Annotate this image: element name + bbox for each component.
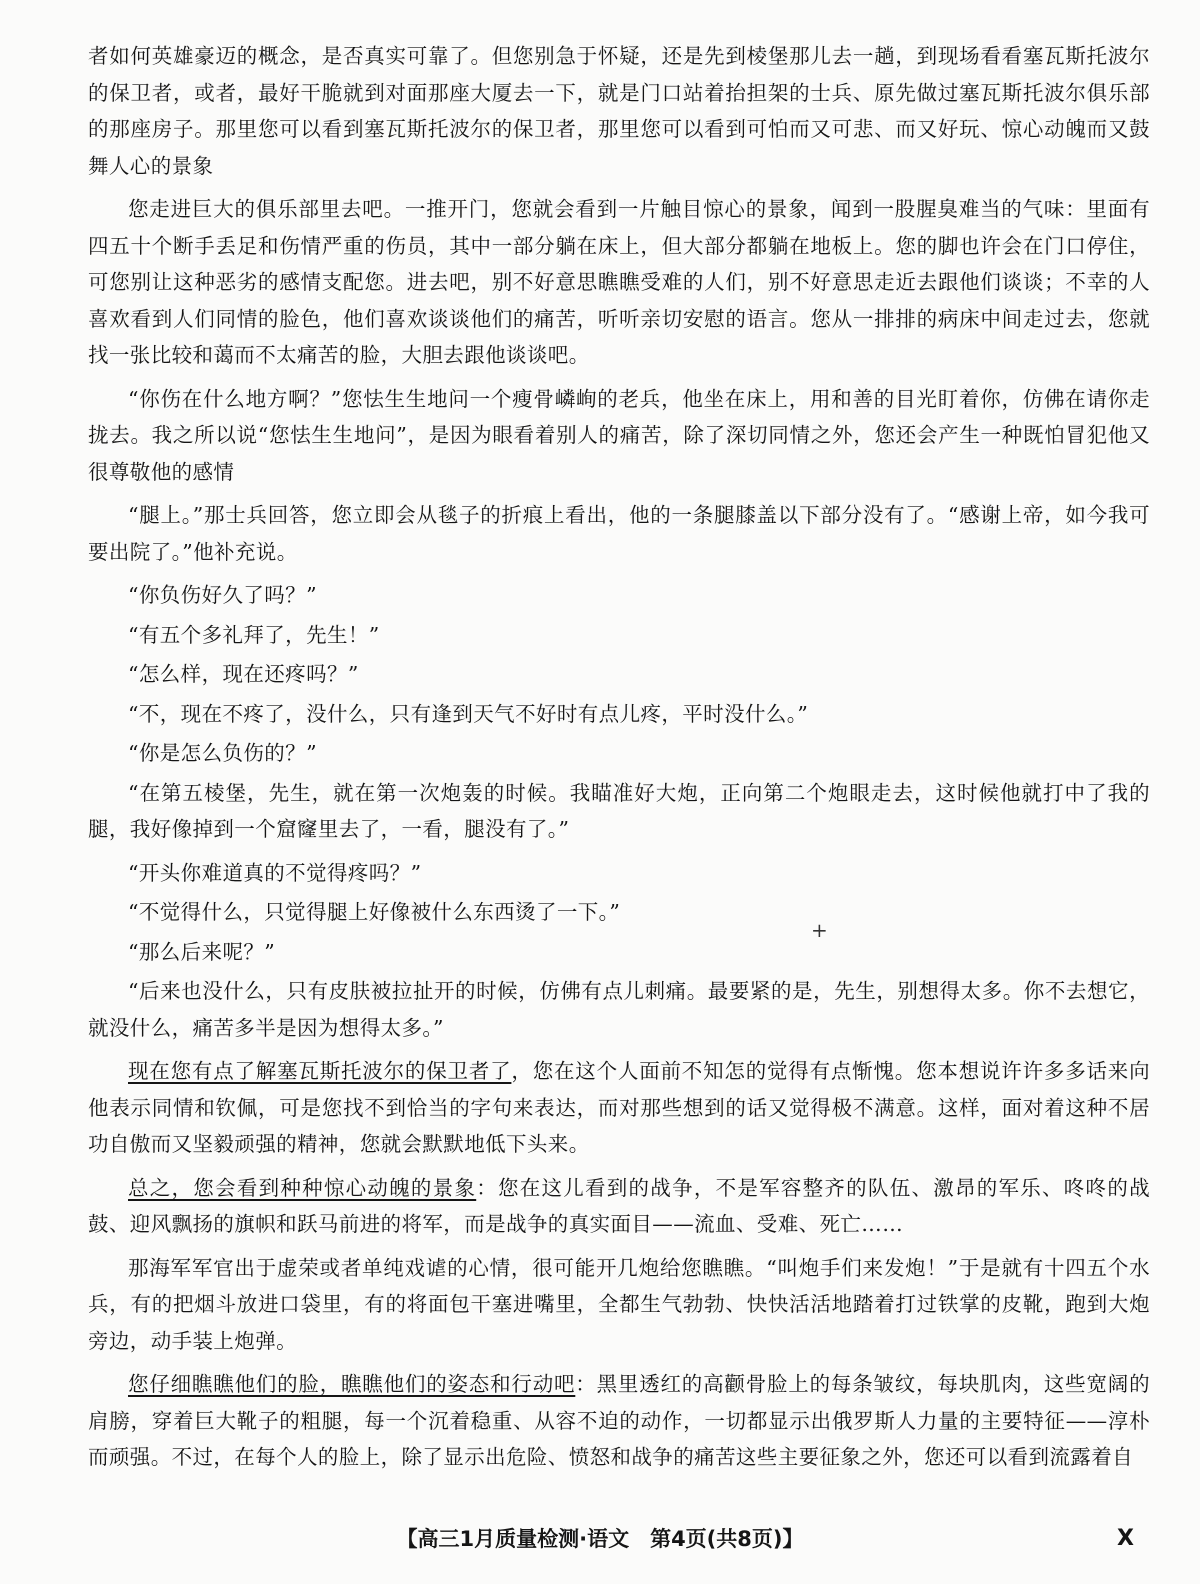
paragraph [88,617,1150,654]
paragraph [88,1366,1150,1476]
paragraph-text: “那么后来呢？” [128,939,276,964]
passage-body [88,38,1150,1483]
paragraph-text: “你负伤好久了吗？” [128,583,317,607]
paragraph-text: 者如何英雄豪迈的概念，是否真实可靠了。但您别急于怀疑，还是先到棱堡那儿去一趟，到现场看看塞瓦斯托波尔的保卫者，或者，最好干脆就到对面那座大厦去一下，就是门口站着抬担架的士兵、原先做过塞瓦斯托波尔俱乐部的那座房子。那里您可以看到塞瓦斯托波尔的保卫者，那里您可以看到可怕而又可悲、而又好玩、惊心动魄而又鼓舞人心的景象 [88,44,1150,178]
paragraph-text: “开头你难道真的不觉得疼吗？” [128,860,422,885]
paragraph [88,497,1150,570]
paragraph-text: “怎么样，现在还疼吗？” [128,662,359,686]
paragraph [88,656,1150,693]
paragraph-text: ：您在这儿看到的战争，不是军容整齐的队伍、激昂的军乐、咚咚的战鼓、迎风飘扬的旗帜和跃马前进的将军，而是战争的真实面目——流血、受难、死亡…… [88,1175,1150,1236]
paragraph [88,191,1150,374]
paragraph [88,735,1150,772]
paragraph-text: 您走进巨大的俱乐部里去吧。一推开门，您就会看到一片触目惊心的景象，闻到一股腥臭难当的气味：里面有四五十个断手丢足和伤情严重的伤员，其中一部分躺在床上，但大部分都躺在地板上。您的脚也许会在门口停住，可您别让这种恶劣的感情支配您。进去吧，别不好意思瞧瞧受难的人们，别不好意思走近去跟他们谈谈；不幸的人喜欢看到人们同情的脸色，他们喜欢谈谈他们的痛苦，听听亲切安慰的语言。您从一排排的病床中间走过去，您就找一张比较和蔼而不太痛苦的脸，大胆去跟他谈谈吧。 [88,197,1150,367]
footer-mark: X [1117,1526,1134,1551]
paragraph-text: “你伤在什么地方啊？”您怯生生地问一个瘦骨嶙峋的老兵，他坐在床上，用和善的目光盯着你，仿佛在请你走拢去。我之所以说“您怯生生地问”，是因为眼看着别人的痛苦，除了深切同情之外，您还会产生一种既怕冒犯他又很尊敬他的感情 [88,386,1150,484]
paragraph [88,894,1150,931]
paragraph-text: “腿上。”那士兵回答，您立即会从毯子的折痕上看出，他的一条腿膝盖以下部分没有了。“感谢上帝，如今我可要出院了。”他补充说。 [88,503,1150,564]
paragraph-text: “有五个多礼拜了，先生！” [128,622,380,647]
paragraph [88,934,1150,971]
underlined-phrase: 现在您有点了解塞瓦斯托波尔的保卫者了 [128,1059,512,1083]
underlined-phrase: 您仔细瞧瞧他们的脸，瞧瞧他们的姿态和行动吧 [128,1372,576,1396]
page-footer [0,1522,1200,1562]
paragraph-text: “不觉得什么，只觉得腿上好像被什么东西烫了一下。” [128,900,621,924]
footer-title: 【高三1月质量检测·语文 第4页(共8页)】 [396,1527,804,1551]
paragraph [88,775,1150,848]
paragraph-text: “不，现在不疼了，没什么，只有逢到天气不好时有点儿疼，平时没什么。” [128,701,809,726]
paragraph-text: ，您在这个人面前不知怎的觉得有点惭愧。您本想说许许多多话来向他表示同情和钦佩，可是您找不到恰当的字句来表达，而对那些想到的话又觉得极不满意。这样，面对着这种不居功自傲而又坚毅顽强的精神，您就会默默地低下头来。 [88,1059,1151,1156]
paragraph [88,577,1150,614]
paragraph-text: 那海军军官出于虚荣或者单纯戏谑的心情，很可能开几炮给您瞧瞧。“叫炮手们来发炮！”于是就有十四五个水兵，有的把烟斗放进口袋里，有的将面包干塞进嘴里，全都生气勃勃、快快活活地踏着打过铁掌的皮靴，跑到大炮旁边，动手装上炮弹。 [88,1255,1150,1353]
paragraph-text: “在第五棱堡，先生，就在第一次炮轰的时候。我瞄准好大炮，正向第二个炮眼走去，这时候他就打中了我的腿，我好像掉到一个窟窿里去了，一看，腿没有了。” [88,780,1150,841]
paragraph-text: ：黑里透红的高颧骨脸上的每条皱纹，每块肌肉，这些宽阔的肩膀，穿着巨大靴子的粗腿，每一个沉着稳重、从容不迫的动作，一切都显示出俄罗斯人力量的主要特征——淳朴而顽强。不过，在每个人的脸上，除了显示出危险、愤怒和战争的痛苦这些主要征象之外，您还可以看到流露着自 [88,1372,1150,1469]
paragraph [88,1170,1150,1243]
paragraph [88,381,1150,491]
paragraph [88,38,1150,184]
paragraph [88,696,1150,733]
paragraph [88,973,1150,1046]
paragraph-text: “后来也没什么，只有皮肤被拉扯开的时候，仿佛有点儿刺痛。最要紧的是，先生，别想得太多。你不去想它，就没什么，痛苦多半是因为想得太多。” [88,979,1150,1040]
paragraph-text: “你是怎么负伤的？” [128,741,317,765]
paragraph [88,1250,1150,1360]
paragraph [88,1053,1150,1163]
paragraph [88,855,1150,892]
underlined-phrase: 总之，您会看到种种惊心动魄的景象 [128,1175,477,1200]
stray-mark: + [811,918,828,942]
